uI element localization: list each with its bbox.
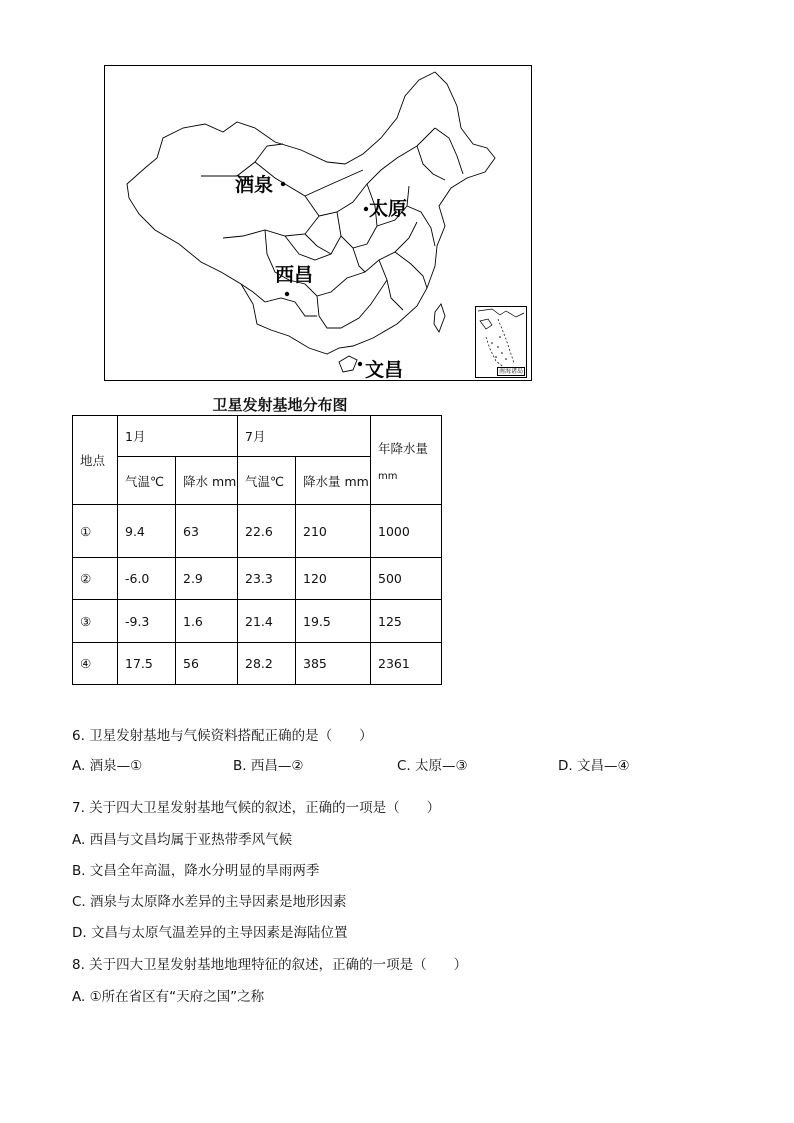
inset-caption: 南海诸岛 <box>498 368 523 375</box>
table-row <box>73 643 442 685</box>
jul-precip: 120 <box>296 558 371 600</box>
city-label-taiyuan: 太原 <box>369 198 408 220</box>
header-annual <box>371 416 442 505</box>
jan-temp: 17.5 <box>118 643 176 685</box>
table-row <box>73 505 442 558</box>
jan-temp: -6.0 <box>118 558 176 600</box>
question-7-stem: 7. 关于四大卫星发射基地气候的叙述，正确的一项是（ ） <box>72 800 441 816</box>
jul-temp: 28.2 <box>238 643 296 685</box>
row-id: ③ <box>73 600 118 643</box>
q6-option-c: C. 太原—③ <box>397 758 468 774</box>
header-annual-unit: mm <box>378 470 398 482</box>
city-label-xichang: 西昌 <box>275 264 314 286</box>
row-id: ② <box>73 558 118 600</box>
south-china-sea-inset <box>475 306 527 378</box>
row-id: ① <box>73 505 118 558</box>
header-annual-label: 年降水量 <box>378 440 429 456</box>
jan-precip: 1.6 <box>176 600 238 643</box>
header-jul: 7月 <box>238 416 371 457</box>
table-row <box>73 600 442 643</box>
header-jan-precip: 降水 mm <box>176 457 238 505</box>
jan-temp: 9.4 <box>118 505 176 558</box>
jul-precip: 385 <box>296 643 371 685</box>
annual-precip: 1000 <box>371 505 442 558</box>
q7-option-c: C. 酒泉与太原降水差异的主导因素是地形因素 <box>72 894 347 910</box>
table-header-row-1 <box>73 416 442 457</box>
header-jan: 1月 <box>118 416 238 457</box>
jul-temp: 23.3 <box>238 558 296 600</box>
row-id: ④ <box>73 643 118 685</box>
question-6-options <box>72 754 712 774</box>
jan-precip: 63 <box>176 505 238 558</box>
jan-precip: 56 <box>176 643 238 685</box>
map-outline <box>105 66 531 380</box>
annual-precip: 125 <box>371 600 442 643</box>
jul-precip: 19.5 <box>296 600 371 643</box>
table-row <box>73 558 442 600</box>
question-6-stem: 6. 卫星发射基地与气候资料搭配正确的是（ ） <box>72 728 373 744</box>
jan-temp: -9.3 <box>118 600 176 643</box>
jul-precip: 210 <box>296 505 371 558</box>
annual-precip: 500 <box>371 558 442 600</box>
jul-temp: 21.4 <box>238 600 296 643</box>
header-jan-temp: 气温℃ <box>118 457 176 505</box>
q6-option-a: A. 酒泉—① <box>72 758 143 774</box>
q7-option-b: B. 文昌全年高温，降水分明显的旱雨两季 <box>72 863 320 879</box>
annual-precip: 2361 <box>371 643 442 685</box>
q8-option-a: A. ①所在省区有“天府之国”之称 <box>72 989 265 1005</box>
q7-option-a: A. 西昌与文昌均属于亚热带季风气候 <box>72 832 293 848</box>
city-label-wenchang: 文昌 <box>365 359 404 381</box>
q6-option-d: D. 文昌—④ <box>558 758 630 774</box>
city-label-jiuquan: 酒泉 <box>235 174 274 196</box>
question-8-stem: 8. 关于四大卫星发射基地地理特征的叙述，正确的一项是（ ） <box>72 957 468 973</box>
header-jul-precip: 降水量 mm <box>296 457 371 505</box>
china-map <box>104 65 532 381</box>
header-jul-temp: 气温℃ <box>238 457 296 505</box>
jul-temp: 22.6 <box>238 505 296 558</box>
q6-option-b: B. 西昌—② <box>233 758 304 774</box>
q7-option-d: D. 文昌与太原气温差异的主导因素是海陆位置 <box>72 925 348 941</box>
climate-table <box>72 415 442 685</box>
header-place: 地点 <box>73 416 118 505</box>
jan-precip: 2.9 <box>176 558 238 600</box>
map-caption: 卫星发射基地分布图 <box>212 396 348 414</box>
